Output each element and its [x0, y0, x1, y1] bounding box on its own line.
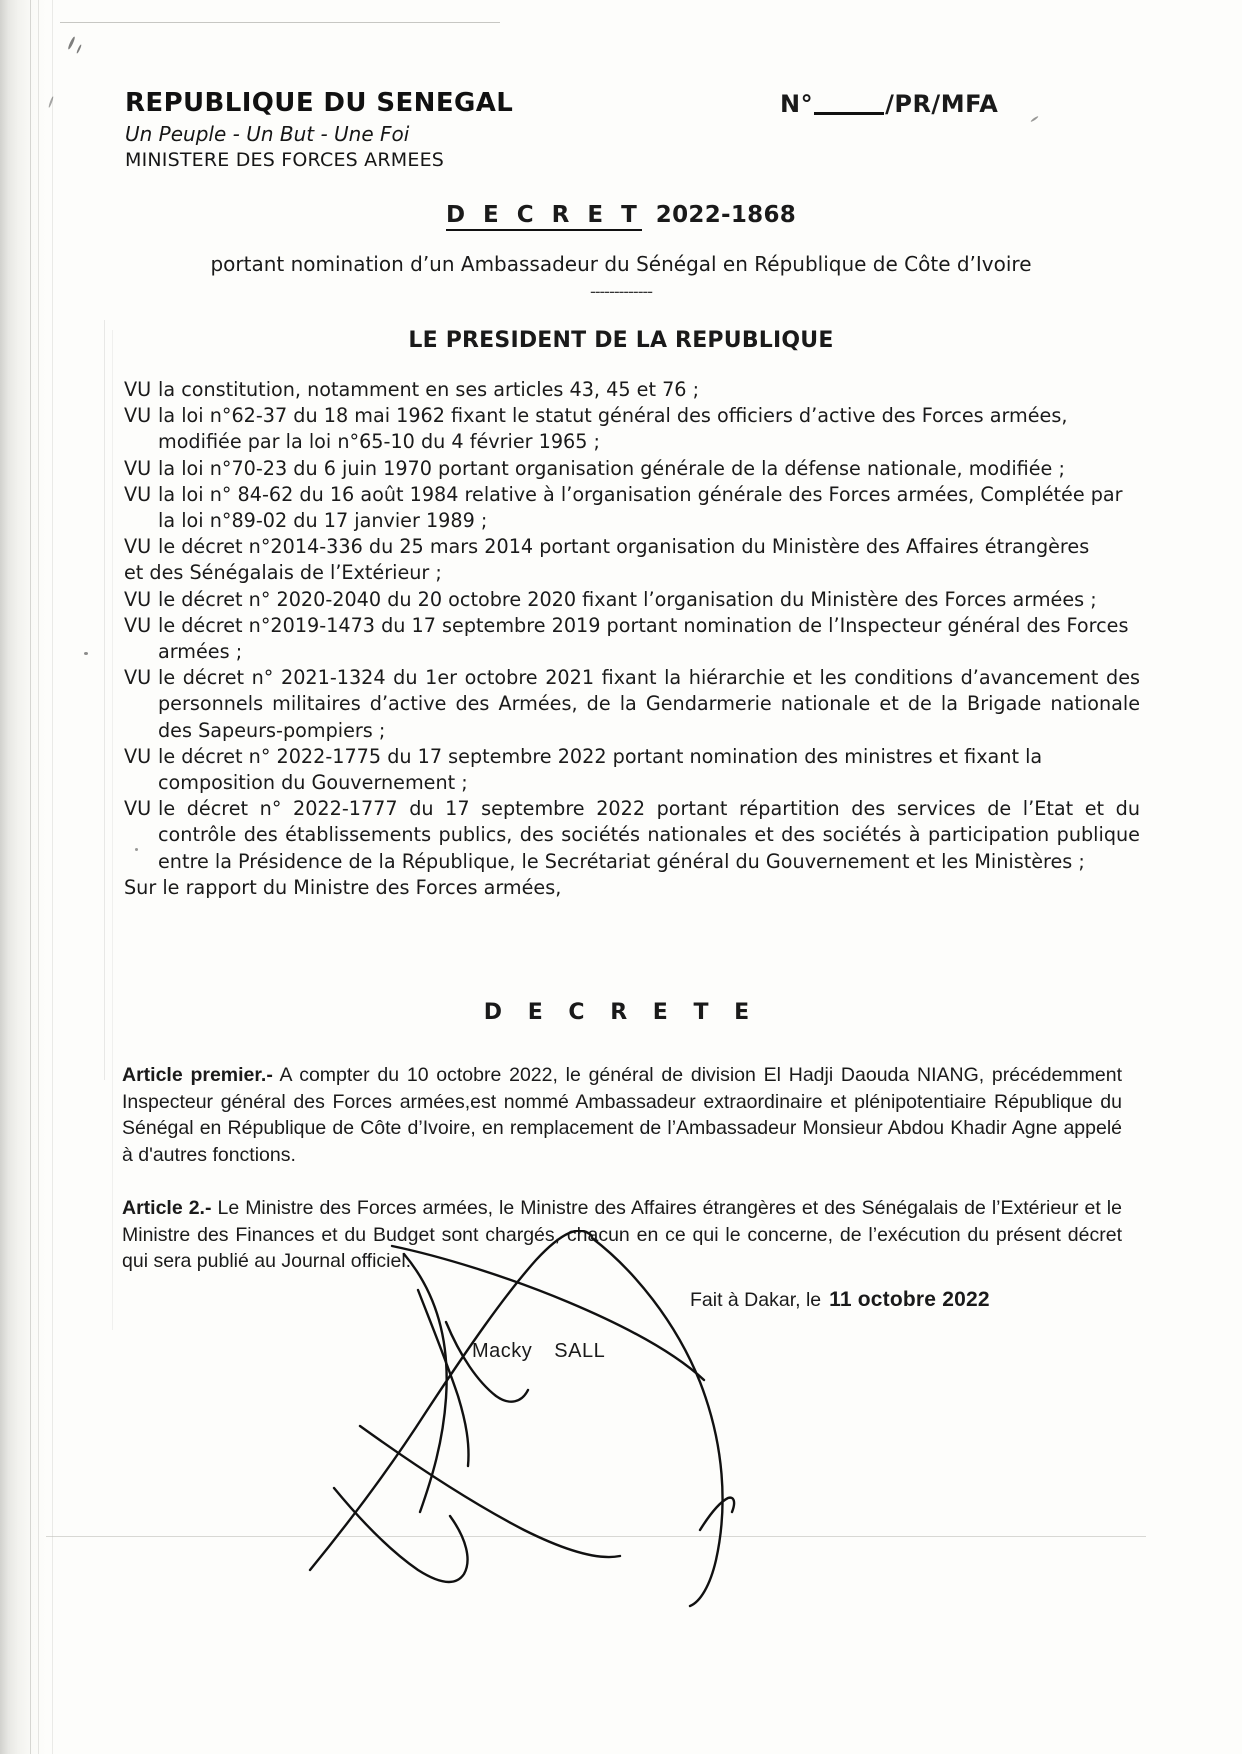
reference-suffix: /PR/MFA — [885, 90, 999, 118]
vu-clause — [124, 456, 1140, 482]
vu-text: le décret n°2019-1473 du 17 septembre 2019 portant nomination de l’Inspecteur général des Forces armées ; — [158, 613, 1129, 664]
vu-text: le décret n° 2020-2040 du 20 octobre 2020 fixant l’organisation du Ministère des Forces armées ; — [158, 587, 1097, 611]
reference-blank-field[interactable] — [814, 112, 884, 115]
place-label: Fait à Dakar, le — [690, 1289, 822, 1311]
article-paragraph — [122, 1195, 1122, 1275]
reference-prefix: N° — [780, 90, 814, 118]
article-text: A compter du 10 octobre 2022, le général de division El Hadji Daouda NIANG, précédemment Inspecteur général des Forces armées,est nommé Ambassadeur extraordinaire et plénipotentiaire République du Sénégal en République de Côte d’Ivoire, en remplacement de l’Ambassadeur Monsieur Abdou Khadir Agne appelé à d'autres fonctions. — [122, 1064, 1122, 1167]
vu-clause — [124, 665, 1140, 744]
vu-label: VU — [124, 613, 152, 637]
vu-label: VU — [124, 456, 152, 480]
vu-text: le décret n° 2022-1775 du 17 septembre 2022 portant nomination des ministres et fixant la composition du Gouvernement ; — [158, 744, 1043, 795]
signature-date: 11 octobre 2022 — [829, 1288, 990, 1311]
decree-subject: portant nomination d’un Ambassadeur du Sénégal en République de Côte d’Ivoire — [210, 252, 1032, 276]
vu-clause — [124, 482, 1140, 534]
vu-clause — [124, 613, 1140, 665]
scan-speck — [76, 44, 82, 54]
scan-streak — [112, 330, 113, 1330]
vu-clause — [124, 403, 1140, 455]
vu-label: VU — [124, 797, 152, 821]
articles-section — [122, 1062, 1122, 1301]
vu-label: VU — [124, 744, 152, 768]
vu-text: la loi n°70-23 du 6 juin 1970 portant organisation générale de la défense nationale, modifiée ; — [158, 456, 1065, 480]
signer-last-name: SALL — [554, 1340, 606, 1362]
vu-text: la constitution, notamment en ses articles 43, 45 et 76 ; — [158, 378, 700, 401]
scan-top-rule — [60, 22, 500, 23]
signature-place-date — [690, 1288, 990, 1312]
scan-speck — [67, 36, 76, 50]
president-heading: LE PRESIDENT DE LA REPUBLIQUE — [408, 328, 834, 353]
decree-keyword: D E C R E T — [446, 202, 642, 231]
vu-label: VU — [124, 587, 152, 611]
decorative-separator: ------------- — [589, 282, 653, 301]
reference-number — [780, 90, 998, 118]
vu-text: la loi n°62-37 du 18 mai 1962 fixant le statut général des officiers d’active des Forces armées, modifiée par la loi n°65-10 du 4 février 1965 ; — [158, 404, 1068, 454]
article-text: Le Ministre des Forces armées, le Ministre des Affaires étrangères et des Sénégalais de l’Extérieur et le Ministre des Finances et du Budget sont chargés, chacun en ce qui le concerne, de l’exécution du présent décret qui sera publié au Journal officiel. — [122, 1196, 1122, 1273]
vu-clauses-list — [124, 377, 1140, 901]
scan-streak — [104, 320, 105, 1080]
decree-number: 2022-1868 — [655, 202, 797, 228]
sur-rapport-line: Sur le rapport du Ministre des Forces armées, — [124, 875, 562, 899]
article-label: Article 2.- — [122, 1196, 212, 1219]
vu-label: VU — [124, 666, 152, 690]
vu-text-continuation: et des Sénégalais de l’Extérieur ; — [124, 561, 442, 585]
signer-first-name: Macky — [472, 1340, 533, 1362]
decrete-heading: D E C R E T E — [483, 1000, 759, 1025]
signer-name — [472, 1340, 605, 1363]
scan-speck — [48, 96, 54, 108]
scan-bottom-rule — [46, 1536, 1146, 1537]
vu-clause — [124, 744, 1140, 796]
vu-text: la loi n° 84-62 du 16 août 1984 relative à l’organisation générale des Forces armées, Complétée par la loi n°89-02 du 17 janvier 1989 ; — [158, 482, 1123, 533]
vu-clause — [124, 534, 1140, 586]
vu-clause — [124, 796, 1140, 875]
vu-clause — [124, 587, 1140, 613]
scan-speck — [84, 652, 88, 655]
vu-label: VU — [124, 535, 152, 559]
vu-text: le décret n° 2022-1777 du 17 septembre 2022 portant répartition des services de l’Etat et du contrôle des établissements publics, des sociétés nationales et des sociétés à participation publique entre la Présidence de la République, le Secrétariat général du Gouvernement et les Ministères ; — [158, 797, 1140, 873]
vu-label: VU — [124, 404, 152, 428]
decree-title-line — [0, 202, 1242, 228]
national-motto: Un Peuple - Un But - Une Foi — [125, 122, 410, 146]
ministry-name: MINISTERE DES FORCES ARMEES — [125, 149, 445, 171]
vu-label: VU — [124, 482, 152, 506]
vu-text: le décret n° 2021-1324 du 1er octobre 2021 fixant la hiérarchie et les conditions d’avancement des personnels militaires d’active des Armées, de la Gendarmerie nationale et de la Brigade nationale des Sapeurs-pompiers ; — [158, 666, 1140, 742]
article-label: Article premier.- — [122, 1064, 273, 1086]
vu-clause — [124, 377, 1140, 403]
country-title: REPUBLIQUE DU SENEGAL — [125, 88, 514, 118]
article-paragraph — [122, 1062, 1122, 1169]
vu-label: VU — [124, 378, 152, 401]
vu-text: le décret n°2014-336 du 25 mars 2014 portant organisation du Ministère des Affaires étrangères — [158, 535, 1090, 559]
